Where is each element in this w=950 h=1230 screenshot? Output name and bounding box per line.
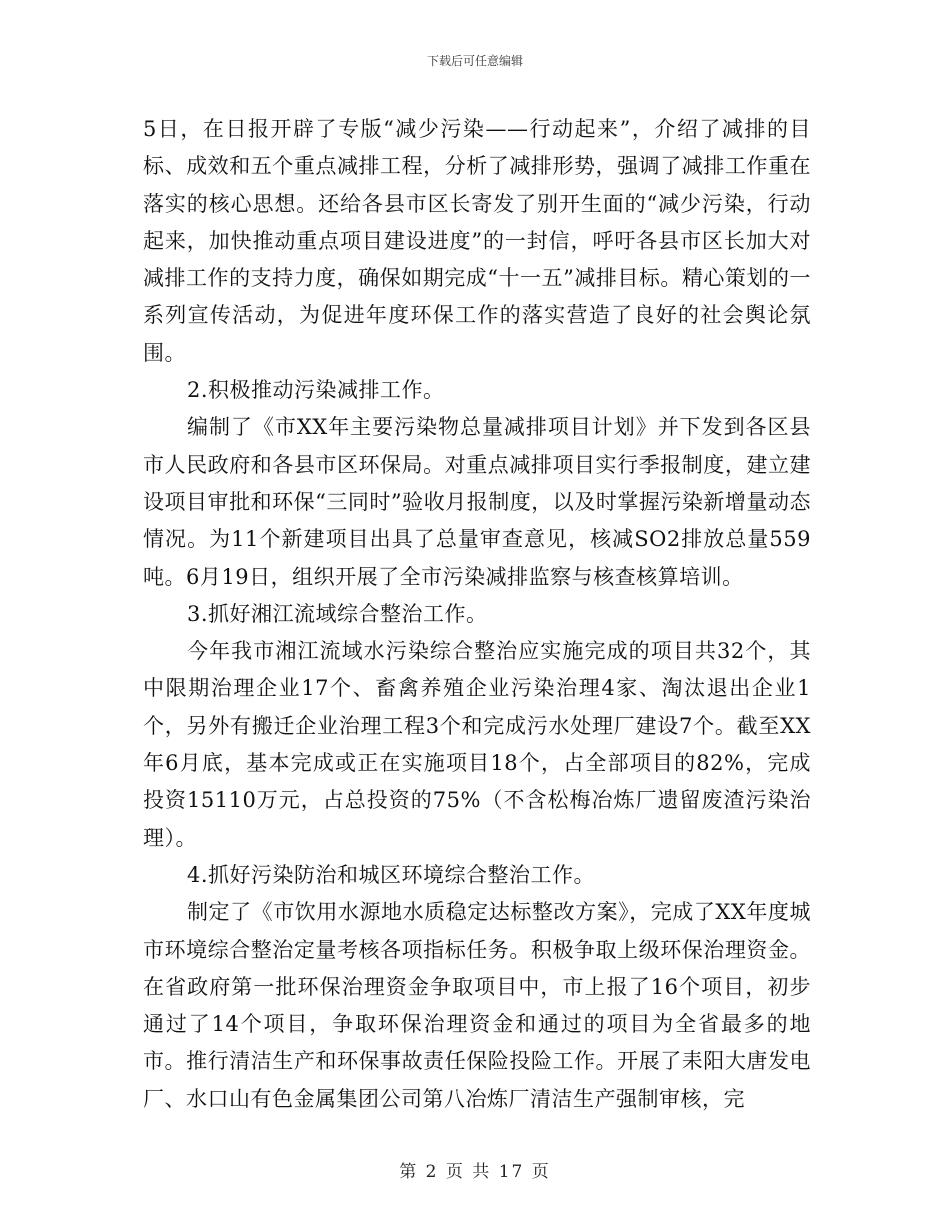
section-heading-xiangjiang: 3.抓好湘江流域综合整治工作。 — [187, 601, 488, 626]
paragraph-emission-reduction: 编制了《市XX年主要污染物总量减排项目计划》并下发到各区县市人民政府和各县市区环保局。对重点减排项目实行季报制度，建立建设项目审批和环保“三同时”验收月报制度，以及时掌握污染新增量动态情况。为11个新建项目出具了总量审查意见，核减SO2排放总量559吨。6月19日，组织开展了全市污染减排监察与核查核算培训。 — [143, 415, 811, 589]
document-body — [143, 111, 811, 1118]
page-number-footer: 第 2 页 共 17 页 — [399, 1162, 551, 1182]
page-header-note: 下载后可任意编辑 — [426, 54, 523, 68]
paragraph-xiangjiang: 今年我市湘江流域水污染综合整治应实施完成的项目共32个，其中限期治理企业17个、畜禽养殖企业污染治理4家、淘汰退出企业1个，另外有搬迁企业治理工程3个和完成污水处理厂建设7个。截至XX年6月底，基本完成或正在实施项目18个，占全部项目的82%，完成投资15110万元，占总投资的75%（不含松梅冶炼厂遗留废渣污染治理）。 — [143, 639, 811, 850]
section-heading-emission-reduction: 2.积极推动污染减排工作。 — [187, 378, 445, 403]
paragraph-pollution-control: 制定了《市饮用水源地水质稳定达标整改方案》，完成了XX年度城市环境综合整治定量考核各项指标任务。积极争取上级环保治理资金。在省政府第一批环保治理资金争取项目中，市上报了16个项目，初步通过了14个项目，争取环保治理资金和通过的项目为全省最多的地市。推行清洁生产和环保事故责任保险投险工作。开展了耒阳大唐发电厂、水口山有色金属集团公司第八冶炼厂清洁生产强制审核，完 — [143, 900, 811, 1111]
paragraph-intro-continued: 5日，在日报开辟了专版“减少污染——行动起来”，介绍了减排的目标、成效和五个重点减排工程，分析了减排形势，强调了减排工作重在落实的核心思想。还给各县市区长寄发了别开生面的“减少污染，行动起来，加快推动重点项目建设进度”的一封信，呼吁各县市区长加大对减排工作的支持力度，确保如期完成“十一五”减排目标。精心策划的一系列宣传活动，为促进年度环保工作的落实营造了良好的社会舆论氛围。 — [143, 117, 811, 365]
section-heading-pollution-control: 4.抓好污染防治和城区环境综合整治工作。 — [187, 862, 596, 887]
